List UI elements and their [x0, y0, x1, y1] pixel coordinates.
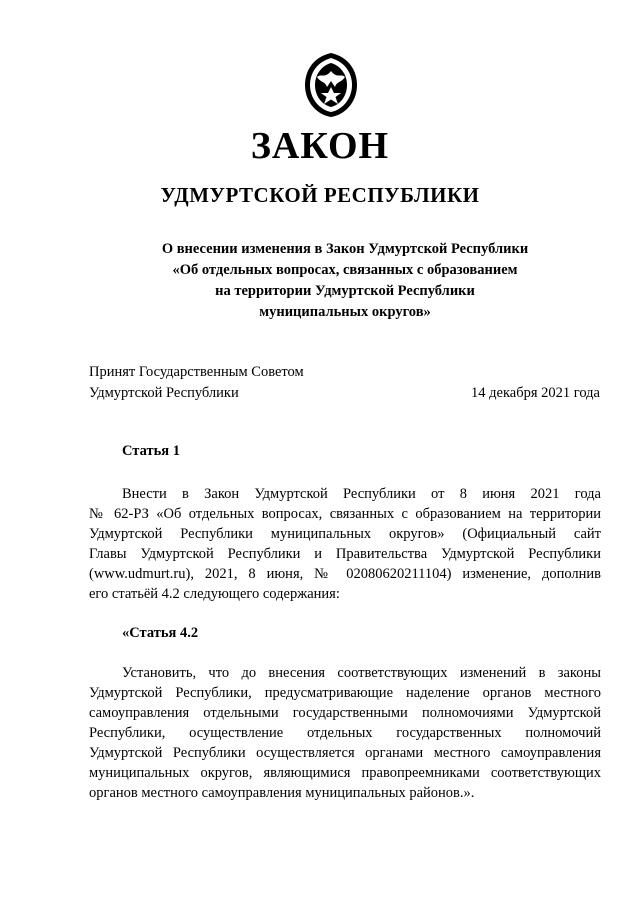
paragraph-line: муниципальных округов, являющимися правопреемниками соответствующих	[89, 765, 601, 781]
law-heading-line: «Об отдельных вопросах, связанных с образованием	[172, 262, 518, 278]
paragraph-line: № 62-РЗ «Об отдельных вопросах, связанных с образованием на территории	[89, 506, 601, 522]
article-1-title: Статья 1	[122, 443, 180, 459]
paragraph-line: Республики, осуществление отдельных государственных полномочий	[89, 725, 601, 741]
article-4-2-text	[89, 663, 601, 803]
paragraph-line: (www.udmurt.ru), 2021, 8 июня, № 02080620211104) изменение, дополнив	[89, 566, 601, 582]
paragraph-line: Главы Удмуртской Республики и Правительства Удмуртской Республики	[89, 546, 601, 562]
article-1-text	[89, 484, 601, 604]
adoption-line: Принят Государственным Советом	[89, 364, 304, 380]
paragraph-line: самоуправления отдельными государственными полномочиями Удмуртской	[89, 705, 601, 721]
paragraph-line: его статьёй 4.2 следующего содержания:	[89, 586, 340, 602]
paragraph-line: Удмуртской Республики осуществляется органами местного самоуправления	[89, 745, 601, 761]
paragraph-line: Удмуртской Республики муниципальных округов» (Официальный сайт	[89, 526, 601, 542]
adoption-line: Удмуртской Республики	[89, 385, 239, 401]
paragraph-line: Внести в Закон Удмуртской Республики от 8 июня 2021 года	[122, 486, 601, 502]
paragraph-line: Удмуртской Республики, предусматривающие наделение органов местного	[89, 685, 601, 701]
adoption-date: 14 декабря 2021 года	[471, 385, 600, 401]
document-title: ЗАКОН	[250, 125, 390, 167]
udmurtia-coat-of-arms-icon	[301, 51, 361, 119]
document-subtitle: УДМУРТСКОЙ РЕСПУБЛИКИ	[160, 183, 480, 207]
adoption-info	[89, 362, 304, 404]
law-heading-line: муниципальных округов»	[259, 304, 431, 320]
law-heading-line: О внесении изменения в Закон Удмуртской Республики	[161, 241, 529, 257]
law-heading-line: на территории Удмуртской Республики	[215, 283, 475, 299]
paragraph-line: Установить, что до внесения соответствующих изменений в законы	[122, 665, 601, 681]
article-4-2-title: «Статья 4.2	[122, 625, 199, 641]
law-heading	[120, 239, 570, 323]
paragraph-line: органов местного самоуправления муниципальных районов.».	[89, 785, 475, 801]
